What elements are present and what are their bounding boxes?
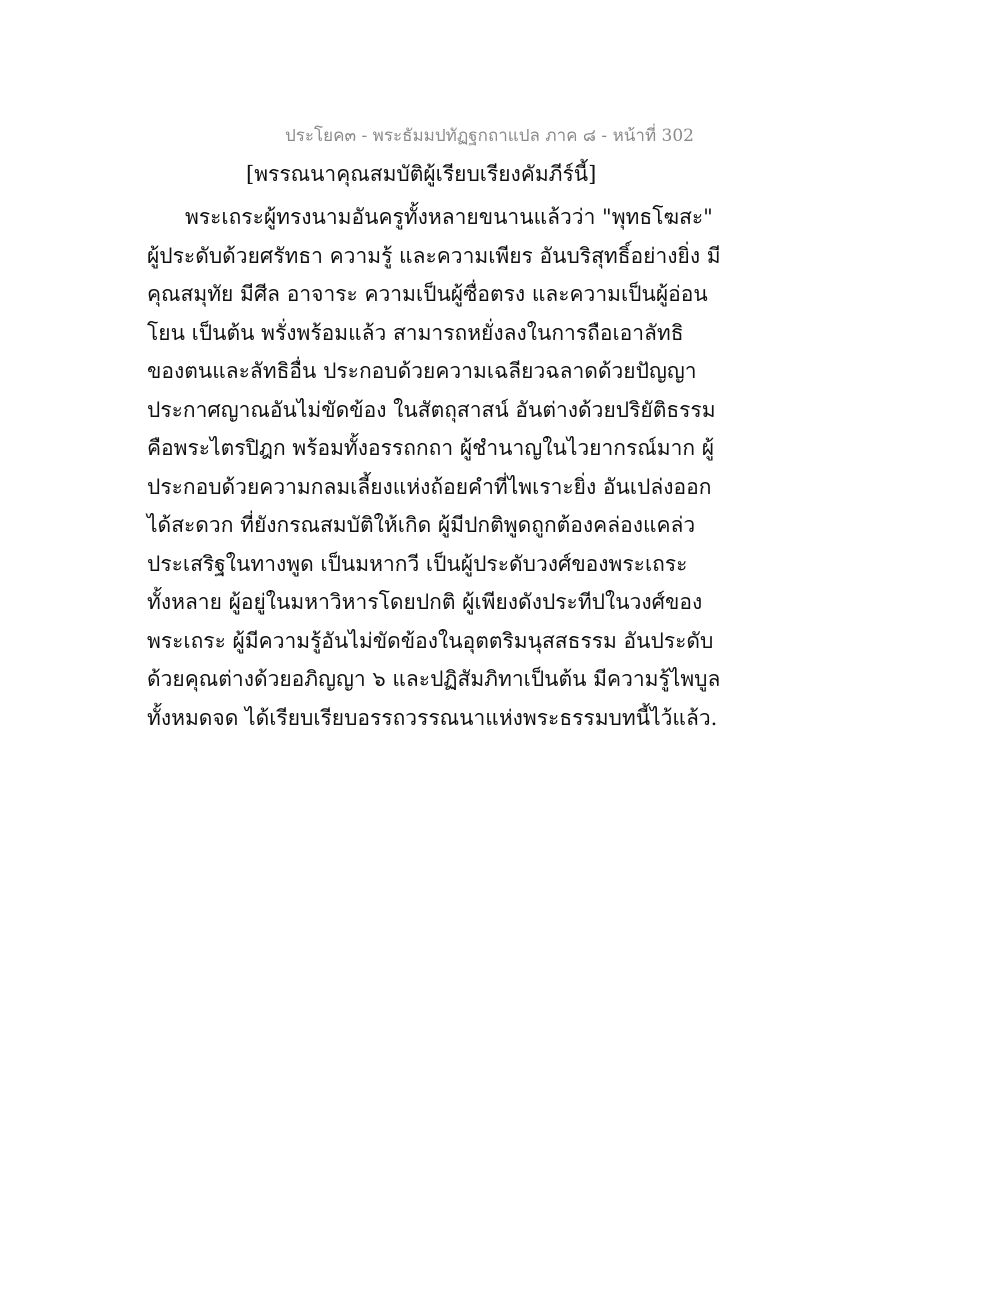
paragraph-line: ประเสริฐในทางพูด เป็นมหากวี เป็นผู้ประดับวงศ์ของพระเถระ [147,551,688,576]
paragraph-line: ทั้งหมดจด ได้เรียบเรียบอรรถวรรณนาแห่งพระธรรมบทนี้ไว้แล้ว. [147,705,718,730]
paragraph-line: ผู้ประดับด้วยศรัทธา ความรู้ และความเพียร อันบริสุทธิ์อย่างยิ่ง มี [147,243,721,268]
paragraph-line: คุณสมุทัย มีศีล อาจาระ ความเป็นผู้ซื่อตรง และความเป็นผู้อ่อน [147,282,708,306]
paragraph-line: โยน เป็นต้น พรั่งพร้อมแล้ว สามารถหยั่งลงในการถือเอาลัทธิ [147,320,684,345]
paragraph-line: คือพระไตรปิฎก พร้อมทั้งอรรถกถา ผู้ชำนาญในไวยากรณ์มาก ผู้ [147,436,715,460]
section-title: [พรรณนาคุณสมบัติผู้เรียบเรียงคัมภีร์นี้] [246,162,597,186]
paragraph-line: ด้วยคุณต่างด้วยอภิญญา ๖ และปฏิสัมภิทาเป็นต้น มีความรู้ไพบูล [147,667,721,691]
paragraph-line: พระเถระ ผู้มีความรู้อันไม่ขัดข้องในอุตตริมนุสสธรรม อันประดับ [147,628,714,653]
body-paragraph [147,198,721,737]
paragraph-line: ประกอบด้วยความกลมเลี้ยงแห่งถ้อยคำที่ไพเราะยิ่ง อันเปล่งออก [147,474,712,499]
paragraph-line: พระเถระผู้ทรงนามอันครูทั้งหลายขนานแล้วว่า "พุทธโฆสะ" [185,205,713,229]
paragraph-line: ได้สะดวก ที่ยังกรณสมบัติให้เกิด ผู้มีปกติพูดถูกต้องคล่องแคล่ว [147,513,696,537]
running-header: ประโยค๓ - พระธัมมปทัฏฐกถาแปล ภาค ๘ - หน้าที่ 302 [284,126,694,146]
paragraph-line: ทั้งหลาย ผู้อยู่ในมหาวิหารโดยปกติ ผู้เพียงดังประทีปในวงศ์ของ [147,590,703,614]
paragraph-line: ประกาศญาณอันไม่ขัดข้อง ในสัตถุสาสน์ อันต่างด้วยปริยัติธรรม [147,397,716,422]
paragraph-line: ของตนและลัทธิอื่น ประกอบด้วยความเฉลียวฉลาดด้วยปัญญา [147,359,697,383]
